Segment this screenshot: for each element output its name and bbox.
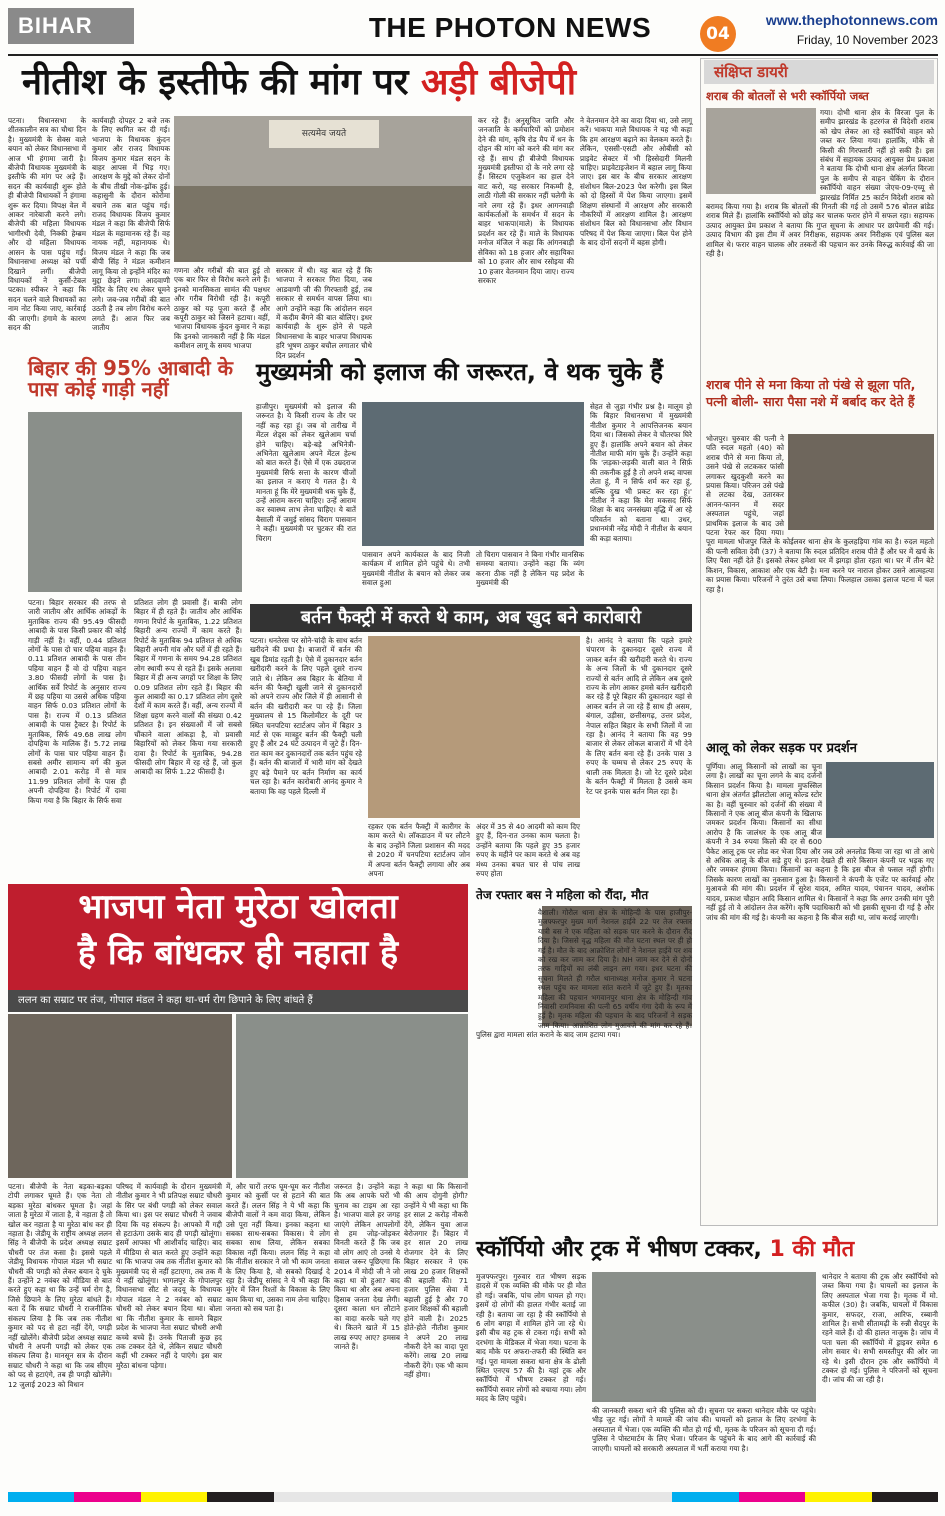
story6-float-gap (476, 908, 538, 1026)
utensils-photo (368, 636, 580, 818)
story7-col2: की जानकारी सकरा थाने की पुलिस को दी। सूचना पर सकरा थानेदार मौके पर पहुंचे। भीड़ जुट गई। लोगों ने मामले की जांच की। घायलों को इलाज के लिए दरभंगा के अस्पताल में भेजा। एक व्यक्ति की मौत हो गई थी, मृतक के परिजन को सूचना दी गई। पुलिस ने पोस्टमार्टम के लिए भेजा। परिजन के पहुंचने के बाद आगे की कार्रवाई की जाएगी। घायलों को सरकारी अस्पताल में भर्ती कराया गया है। (592, 1406, 816, 1453)
chirag-photo (362, 402, 584, 546)
story1-headline-black: नीतीश के इस्तीफे की मांग पर (22, 62, 409, 103)
brief3-float-gap (822, 762, 934, 838)
cyan-swatch (8, 1492, 74, 1502)
story3-col1: हाजीपुर। मुख्यमंत्री को इलाज की जरूरत है। ये किसी राज्य के तौर पर नहीं कह रहा हूं। जब वो तारीख में मेंटल शेड्स को लेकर खुलेआम चर्चा होने चाहिए। बड़े-बड़े अभिनेत्री-अभिनेता खुलेआम अपने मेंटल हेल्थ को बात करते हैं। ऐसे में एक उम्रदराज मुख्यमंत्री सिर्फ सत्ता के कारण चीजों का इलाज न कराए ये गलत है। ये मानता हूं कि मेरे मुख्यमंत्री थक चुके हैं, उन्हें आराम करना चाहिए। उन्हें आराम कर स्वास्थ्य लाभ लेना चाहिए। ये बातें बैसाली में जमुई सांसद चिराग पासवान ने कही। मुख्यमंत्री पर चुटकर की रात चिराग (256, 402, 356, 543)
story5-col1: पटना। बीजेपी के नेता बड़का-बड़का टोपी लगाकर घूमते हैं। एक नेता तो बड़का मुरेठा बांधकर घूमता है। जहां जाता है मुरेठा में जाता है, वे नहाता है तो खोल कर नहाता है या मुरेठा बांध कर ही नहाता है। जेडीयू के राष्ट्रीय अध्यक्ष ललन सिंह ने बीजेपी के प्रदेश अध्यक्ष सम्राट चौधरी पर तंज कसा है। इससे पहले जेडीयू विधायक गोपाल मंडल भी सम्राट चौधरी की पगड़ी को लेकर बयान दे चुके हैं। उन्होंने 2 नवंबर को मीडिया से बात करते हुए कहा था कि उन्हें चर्म रोग है, जिसे छिपाने के लिए मुरेठा बांधते हैं। बता दें कि सम्राट चौधरी ने राजनीतिक संकल्प लिया है कि जब तक नीतीश कुमार को पद से हटा नहीं देंगे, पगड़ी नहीं खोलेंगे। बीजेपी प्रदेश अध्यक्ष सम्राट चौधरी ने अपनी पगड़ी को लेकर एक संकल्प लिया है। मानसून सत्र के दौरान सम्राट चौधरी ने कहा था कि जब सीएम को पद से हटाएंगे, तब ही पगड़ी खोलेंगे। 12 जुलाई 2023 को विधान (8, 1182, 112, 1389)
brief1-float-gap (706, 108, 820, 194)
story1-col1: पटना। विधानसभा के शीतकालीन सत्र का चौथा दिन है। मुख्यमंत्री के सेक्स वाले बयान को लेकर विधानसभा में आज भी हंगामा जारी है। बीजेपी विधायक मुख्यमंत्री के इस्तीफे की मांग पर अड़े हैं। सदन की कार्यवाही शुरू होते ही बीजेपी विधायकों ने हंगामा शुरू कर दिया। विपक्ष वेल में आकर नारेबाजी करने लगे। बीजेपी की महिला विधायक भागीरथी देवी, निक्की हेम्ब्रम और दो महिला विधायक आसन के पास पहुंच गईं। विधानसभा अध्यक्ष को पर्ची दिखाने लगीं। बीजेपी विधायकों ने कुर्सी-टेबल पटका। स्पीकर ने कहा कि सदन चलने वाले विधायकों का नाम नोट किया जाए, कार्रवाई की जाएगी। हंगामे के कारण सदन की (8, 116, 86, 332)
page-number-badge: 04 (700, 16, 736, 52)
assembly-sign: सत्यमेव जयते (269, 120, 379, 148)
brief1-text (706, 108, 934, 374)
black-swatch (207, 1492, 273, 1502)
story6-text: वैशाली। गोरौल थाना क्षेत्र के मोहिन्दी के पास हाजीपुर-मुजफ्फरपुर मुख्य मार्ग नेशनल हाईवे 22 पर तेज रफ्तार यात्री बस ने एक महिला को सड़क पार करने के दौरान रौंद दिया है। जिससे वृद्ध महिला की मौत घटना स्थल पर ही हो गई है। मौत के बाद आक्रोशित लोगों ने नेशनल हाईवे पर शव को रख कर जाम कर दिया है। NH जाम कर देने से दोनों तरफ गाड़ियों का लंबी लाइन लग गया। इधर घटना की सूचना मिलते ही गरौल थानाध्यक्ष मनोज कुमार ने घटना स्थल पहुंच कर मामला सांत कराने में जुटे हुए हैं। मृतका महिला की पहचान भगवानपुर थाना क्षेत्र के मोहिन्दी गांव निवासी रामनिवास की पत्नी 65 वर्षीय गंगा देवी के रूप में हुई है। मृतक महिला की पहचान के बाद परिजनों ने सड़क जाम किया। आक्रोशित लोग मुआवजे की मांग कर रहे हैं। पुलिस द्वारा मामला सांत कराने के बाद जाम हटाया गया। (476, 908, 692, 1040)
crowd-shape (174, 186, 472, 262)
story7-headline-black: स्कॉर्पियो और ट्रक में भीषण टक्कर, (476, 1237, 762, 1262)
story6-col1 (476, 908, 692, 1226)
story5-col3: में, और चारों तरफ घूम-घूम कर नीतीश कुमार को कुर्सी पर से हटाने की बात करते हैं। ललन सिंह ने ये भी कहा कि बीजेपी वालों ने कम वादा किया, लेकिन उसे पूरा नहीं किया। इनका कहना था सबका साथ-सबका विकास। ये लोग सबका साथ लिया, लेकिन सबका विकास नहीं किया। ललन सिंह ने कहा कि नीतीश सरकार ने जो भी काम जनता के लिए किया है, वो सबको दिखाई दे रहा है। जेडीयू सांसद ने ये भी कहा कि मुंगेर में जिन रिश्तों के विकास के लिए काम किया था, उसका नाम लेना चाहिए। जनता को सब पता है। (226, 1182, 330, 1314)
story5-headline-line2: है कि बांधकर ही नहाता है (77, 933, 399, 973)
story4-col4: है। आनंद ने बताया कि पहले हमारे चंपारण के दुकानदार दूसरे राज्य में जाकर बर्तन की खरीदारी करते थे। राज्य के अन्य जिलों के भी दुकानदार दूसरे राज्यों से बर्तन आदि ले लेकिन अब दूसरे राज्य के लोग आकर हमसे बर्तन खरीदारी कर रहे हैं पूरे बिहार की दुकानदार यहां से आकर बर्तन ले जा रहे हैं साथ ही असम, बंगाल, उड़ीसा, छत्तीसगढ़, उत्तर प्रदेश, नेपाल सहित बिहार के सभी जिलों में जा रहा है। आनंद ने बताया कि वह 99 बाजार से लेकर लोकल बाजारों में भी देने के लिए बर्तन बना रहे हैं। उनके पास 3 रुपए के चम्मच से लेकर 25 रुपए के थाली तक मिलता है। जो रेट दूसरे प्रदेश के बर्तन फैक्ट्री में मिलता है उससे कम रेट पर इनके पास बर्तन मिल रहा है। (586, 636, 692, 796)
website-url[interactable]: www.thephotonnews.com (765, 12, 938, 28)
story2-col1: पटना। बिहार सरकार की तरफ से जारी जातीय और आर्थिक आंकड़ों के मुताबिक राज्य की 95.49 फीसदी आबादी के पास किसी प्रकार की कोई गाड़ी नहीं है। वहीं, 0.44 प्रतिशत लोगों के पास दो चार पहिया वाहन हैं। 0.11 प्रतिशत आबादी के पास तीन पहिया वाहन हैं वो दो पहिया वाहन 3.80 फीसदी लोगों के पास है। आर्थिक सर्वे रिपोर्ट के अनुसार राज्य में छह पहिया या उससे अधिक पहिया वाहन सिर्फ 0.03 प्रतिशत लोगों के पास है। राज्य में 0.13 प्रतिशत आबादी के पास ट्रैक्टर है। रिपोर्ट के मुताबिक, सिर्फ 49.68 लाख लोग दोपहिया के मालिक हैं। 5.72 लाख लोगों के पास चार पहिया वाहन हैं। सबसे अमीर सामान्य वर्ग की कुल आबादी 2.01 करोड़ में से मात्र 11.99 प्रतिशत लोगों के पास ही अपनी दोपहिया है। रिपोर्ट में दावा किया गया है कि बिहार के सिर्फ सवा (28, 598, 126, 805)
story7-headline-red: 1 की मौत (769, 1237, 855, 1262)
brief2-headline: शराब पीने से मना किया तो पंखे से झूला पति, पत्नी बोली- सारा पैसा नशे में बर्बाद कर देते हैं (706, 377, 916, 409)
brief2-text (706, 434, 934, 736)
print-color-bar (8, 1492, 938, 1504)
story7-headline (476, 1232, 938, 1268)
header-rule (8, 54, 938, 56)
issue-date: Friday, 10 November 2023 (796, 33, 938, 47)
story4-col2: रहकर एक बर्तन फैक्ट्री में कारीगर के काम करते थे। लॉकडाउन में घर लौटने के बाद उन्होंने जिला प्रशासन की मदद से 2020 में चनपटिया स्टार्टअप जोन में अपना बर्तन फैक्ट्री लगाया और अब अपना (368, 822, 470, 879)
section-label: BIHAR (8, 8, 134, 44)
story1-headline-red: अड़ी बीजेपी (421, 62, 577, 103)
story3-col4: सेहत से जुड़ा गंभीर प्रश्न है। मालूम हो कि बिहार विधानसभा में मुख्यमंत्री नीतीश कुमार ने आपत्तिजनक बयान दिया था। जिसको लेकर वे चौतरफा घिरे हुए हैं। हालांकि अपने बयान को लेकर नीतीश माफी मांग चुके हैं। उन्होंने कहा कि 'लड़का-लड़की वाली बात ने सिर्फ़ की तकनीक हुई है तो अपने शब्द वापस लेता हूं, मैं न सिर्फ शर्म कर रहा हूं, बल्कि दुख भी प्रकट कर रहा हूं।' नीतीश ने कहा कि मेरा मकसद सिर्फ शिक्षा के बाद जनसंख्या वृद्धि में आ रहे परिवर्तन को बताना था। उधर, प्रधानमंत्री नरेंद्र मोदी ने नीतीश के बयान की कड़ा बताया। (590, 402, 692, 543)
story1-col6: ने वेतनमान देने का वादा दिया था, उसे लागू करें। भाकपा माले विधायक ने यह भी कहा कि हम आरक्षण बढ़ाने का वेलकम करते हैं। लेकिन, एससी-एसटी और ओबीसी को प्राइवेट सेक्टर में भी हिस्सेदारी मिलनी चाहिए। प्राइवेटाइजेशन में बहाल लागू किया जाए। इस बार के बीच सरकार आरक्षण संशोधन बिल-2023 पेश करेगी। इस बिल को दो हिस्सों में पेश किया जाएगा। इसमें शिक्षण संस्थानों में आरक्षण और सरकारी नौकरियों में आरक्षण शामिल है। आरक्षण संशोधन बिल को विधानसभा और विधान परिषद में पेश किया जाएगा। बिल पेश होने के बाद दोनों सदनों में बहस होगी। (580, 116, 692, 248)
magenta-swatch (74, 1492, 140, 1502)
story5-col4: जरूरत है। उन्होंने कहा कि अब आपके घरों भी चुनाव का टाइम आ रहा है। भाजपा वाले हर जगह जाएंगे लेकिन आपलोगों से हम जोड़-जोड़कर विनती करते हैं कि जब वो लोग आएं तो उनसे ये सवाल जरूर पूछिएगा कि 2014 में मोदी जी ने जो कहा था वो हुआ? बाद किया था और अब अपना हिसाब जनता देख लेगी। दूसरा काला धन लौटाने का वादा करके चले गए थे। कितने खाते में 15 लाख रुपए आए? हमसब जानते हैं। (334, 1182, 400, 1351)
story5-headline-line1: भाजपा नेता मुरेठा खोलता (78, 887, 398, 927)
brief3-body: पूर्णिया। आलू किसानों को लाखों का चूना लगा है। लाखों का चूना लगने के बाद दर्जनों किसान प्रदर्शन किया है। मामला मुफस्सिल थाना क्षेत्र अंतर्गत झीलटोला आलू कोल्ड स्टोर का है। वहीं चुरुवार को दर्जनों की संख्या में किसानों ने एक आलू बीज कंपनी के खिलाफ जमकर प्रदर्शन किया। किसानों का सीधा आरोप है कि जालंधर के एक आलू बीज कंपनी ने 34 रुपया किलो की दर से 600 पैकेट आलू ट्रक पर लोड कर भेजा दिया और जब उसे अनलोड किया जा रहा था तो आधे से अधिक आलू के बीज सड़े हुए थे। इतना देखते ही सारे किसान कंपनी पर भड़क गए और जमकर हंगामा किया। किसानों का कहना है कि इस बीज से फसल नहीं होगी। जिसके कारण लाखों का नुकसान हुआ है। किसानों ने कंपनी के एजेंट पर कार्रवाई और मुआवजे की मांग की। प्रदर्शन में सुरेश यादव, अमित यादव, पंचानन यादव, अशोक यादव, प्रकाश चौहान आदि किसान शामिल थे। किसानों ने कहा कि अगर उनकी मांग पूरी नहीं हुई तो वे आंदोलन तेज करेंगे। कृषि पदाधिकारी को भी इसकी सूचना दी गई है और जांच की मांग की गई है। कंपनी का कहना है कि बीज सही था, जांच कराई जाएगी। (706, 762, 934, 922)
story2-headline: बिहार की 95% आबादी के पास कोई गाड़ी नहीं (28, 356, 234, 401)
brief1-body: गया। दोभी थाना क्षेत्र के विरजा पुल के समीप झारखंड के हटरगंज से विदेशी शराब को खेप लेकर आ रहे स्कॉर्पियो वाहन को जब्त कर लिया गया। हालांकि, मौके से किसी की गिरफ्तारी नहीं हो सकी है। इस संबंध में सहायक उत्पाद आयुक्त प्रेम प्रकाश ने बताया कि दोभी थाना क्षेत्र अंतर्गत विरजा पुल के समीप से वाहन चेकिंग के दौरान स्कॉर्पियो वाहन संख्या जेएच-09-एच्यू से झारखंड निर्मित 25 कार्टन विदेशी शराब को बरामद किया गया है। शराब कि बोतलों की गिनती की गई तो उसमें 576 बोतल ब्रांडेड शराब मिले हैं। हालांकि स्कॉर्पियो को छोड़ कर चालक फरार होने में सफल रहा। सहायक उत्पाद आयुक्त प्रेम प्रकाश ने बताया कि गुप्त सूचना के आधार पर छापेमारी की गई। उत्पाद विभाग की इस टीम में अवर निरीक्षक, सहायक अवर निरीक्षक एवं पुलिस बल शामिल थे। फरार वाहन चालक और तस्करों की पहचान कर उनके विरुद्ध कार्रवाई की जा रही है। (706, 108, 934, 259)
story5-headline-band (8, 884, 468, 990)
brief3-text (706, 762, 934, 1222)
story3-headline: मुख्यमंत्री को इलाज की जरूरत, वे थक चुके हैं (256, 358, 663, 386)
story2-col2: प्रतिशत लोग ही प्रवासी हैं। बाकी लोग बिहार में ही रहते हैं। जातीय और आर्थिक गणना रिपोर्ट के मुताबिक, 1.22 प्रतिशत बिहारी अन्य राज्यों में काम करते हैं। रिपोर्ट के मुताबिक 94 प्रतिशत से अधिक बिहारी अपनी गांव और घरों में ही रहते हैं। बिहार में गणना के समय 94.28 प्रतिशत लोग स्थायी रूप से रहते हैं। इसके अलावा बिहार में ही अन्य जगहों पर शिक्षा के लिए 0.09 प्रतिशत लोग रहते हैं। बिहार की कुल आबादी का 0.17 प्रतिशत लोग दूसरे देशों में काम करते हैं। वहीं, अन्य राज्यों में शिक्षा ग्रहण करने वालों की संख्या 0.42 प्रतिशत है। इन संख्याओं में जो सबसे चौंकाने वाला आंकड़ा है, वो प्रवासी बिहारियों को लेकर किया गया सरकारी दावा है। रिपोर्ट के मुताबिक, 94.28 फीसदी लोग बिहार में रह रहे हैं, जो कुल आबादी का सिर्फ 1.22 फीसदी है। (134, 598, 242, 777)
truck-accident-photo (592, 1272, 816, 1402)
story1-headline (22, 58, 697, 108)
story1-col3: गणना और गरीबों की बात हुई तो एक बार फिर से विरोध करने लगे हैं। इनको मानसिकता सामंत की पक्षधर और गरीब विरोधी रही है। कपूरी ठाकुर को यह पूजा करते हैं और कपूरी ठाकुर को जिसने हटाया। वहीं, भाजपा विधायक कुंदन कुमार ने कहा कि इनको जानकारी नहीं है कि मंडल कमीशन लागू के समय भाजपा (174, 266, 270, 351)
story5-col2: परिषद में कार्यवाही के दौरान मुख्यमंत्री नीतीश कुमार ने भी प्रतिपक्ष सम्राट चौधरी के सिर पर बंधी पगड़ी को लेकर सवाल किया था। इस पर सम्राट चौधरी ने जवाब दिया कि यह संकल्प है। आपको मैं गद्दी से हटाऊंगा उसके बाद ही पगड़ी खोलूंगा। इसमें आपका भी आशीर्वाद चाहिए। बाद में मीडिया से बात करते हुए उन्होंने कहा था कि भाजपा जब तक नीतीश कुमार को मुख्यमंत्री पद से नहीं हटाएगा, तब तक मैं ये नहीं खोलूंगा। भागलपुर के गोपालपुर विधानसभा सीट से जदयू के विधायक गोपाल मंडल ने 2 नवंबर को सम्राट चौधरी को लेकर बयान दिया था। बोला था कि नीतीश कुमार के सामने बिहार प्रदेश के भाजपा नेता सम्राट चौधरी अभी कच्चे बच्चे हैं। उनके पिताजी कुछ हद तक टक्कर देते थे, लेकिन सम्राट चौधरी कहीं भी टक्कर नहीं दे पाएंगे। इस बार मुरैठा बांधना पड़ेगा। (116, 1182, 222, 1370)
assembly-photo (174, 116, 472, 262)
story4-col1: पटना। धनतेरस पर सोने-चांदी के साथ बर्तन खरीदने की प्रथा है। बाजारों में बर्तन की खूब डिमांड रहती है। ऐसे में दुकानदार बर्तन खरीदारी करने के लिए पहले दूसरे राज्य जाते थे। लेकिन अब बिहार के बेतिया में बर्तन की फैक्ट्री खुली जाने से दुकानदारों को अपने राज्य और जिले में ही आसानी से बर्तन की खरीदारी कर पा रहे हैं। जिला मुख्यालय से 15 किलोमीटर के दूरी पर स्थित चनपटिया स्टार्टअप जोन में बिहार 3 मार्ट से एक मात्रहुर बर्तन की फैक्ट्री चली हुए हैं और 24 घंटे उत्पादन में जुटे हैं। दिन-रात काम कर दुकानदारों तक बर्तन पहुंच रहे हैं। बर्तन की बाजारों में भारी मांग को देखते हुए बड़े पैमाने पर बर्तन निर्माण का कार्य चल रहा है। बर्तन कारोबारी आनंद कुमार ने बताया कि वह पहले दिल्ली में (250, 636, 362, 796)
yellow-swatch (141, 1492, 207, 1502)
story1-col2: कार्यवाही दोपहर 2 बजे तक के लिए स्थगित कर दी गई। भाजपा के विधायक कुंदन कुमार और राजद विधायक विजय कुमार मंडल सदन के बाहर आपस में भिड़ गए। आरक्षण के मुद्दे को लेकर दोनों के बीच तीखी नोक-झोंक हुई। कहासुनी के दौरान कोरोमा बचाने तक बात पहुंच गई। राजद विधायक विजय कुमार मंडल ने कहा कि बीजेपी सिर्फ मंडल के महामानक रहे हैं। वह नायक नहीं, महानायक थे। विजय मंडल ने कहा कि जब बीपी सिंह ने मंडल कमीशन लागू किया तो इन्होंने मंदिर का मुद्दा छेड़ने लगा। आदवाणी मंदिर के लिए रथ लेकर घूमने लगे। जब-जब गरीबों की बात उठती है तब लोग विरोध करने लगते हैं। आज फिर जब जातीय (92, 116, 170, 332)
story6-headline: तेज रफ्तार बस ने महिला को रौंदा, मौत (476, 888, 649, 902)
story3-col3: तो चिराग पासवान ने बिना गंभीर मानसिक समस्या बताया। उन्होंने कहा कि व्यंग करना ठीक नहीं है लेकिन यह प्रदेश के मुख्यमंत्री की (476, 550, 584, 588)
spacer-swatch (274, 1492, 673, 1502)
black-swatch-2 (872, 1492, 938, 1502)
lalan-photo (8, 1014, 232, 1178)
yellow-swatch-2 (805, 1492, 871, 1502)
cyan-swatch-2 (672, 1492, 738, 1502)
brief2-body: भोजपुर। चुरुवार की पत्नी ने पति रुदल महतो (40) को शराब पीने से मना किया तो, उसने पंखे से लटककर फांसी लगाकर खुदकुशी करने का प्रयास किया। परिजन उसे पंखे से लटका देख, उतारकर आनन-फानन में सदर अस्पताल पहुंचे, जहां प्राथमिक इलाज के बाद उसे पटना रेफर कर दिया गया। पूरा मामला भोजपुर जिले के कोईलवर थाना क्षेत्र के कुलहड़िया गांव का है। रुदल महतो की पत्नी सविता देवी (37) ने बताया कि रुदल प्रतिदिन शराब पीते हैं और घर में खर्च के लिए पैसा नहीं देते हैं। इसको लेकर हमेशा घर में झगड़ा होता रहता था। घर में तीन बेटे किशन, विकास, आकाश और एक बेटी है। मना करने पर नाराज होकर उसने आत्महत्या का प्रयास किया। परिजनों ने तुरंत उसे बचा लिया। फिलहाल उसका इलाज पटना में चल रहा है। (706, 434, 934, 594)
story4-headline: बर्तन फैक्ट्री में करते थे काम, अब खुद बने कारोबारी (250, 604, 692, 632)
brief3-headline: आलू को लेकर सड़क पर प्रदर्शन (706, 741, 857, 756)
story1-col5: कर रहे हैं। अनुसूचित जाति और जनजाति के कर्मचारियों को प्रमोशन देने की मांग, कृषि रोड मैप में धन के दोहन की मांग को करने की मांग कर रहे हैं। साथ ही बीजेपी विधायक मुख्यमंत्री इस्तीफा दो के नारे लगा रहे हैं। सिस्टम एजुकेशन का हाल देने वाट करो, यह सरकार निकम्मी है, लाठी गोली की सरकार नहीं चलेगी के नारे लगा रहे हैं। इधर आगनवाड़ी कार्यकर्ताओं के समर्थन में सदन के बाहर भाकपा(माले) के विधायक प्रदर्शन कर रहे हैं। माले के विधायक मनोज मंजिल ने कहा कि आंगनबाड़ी सेविका को 18 हजार और सहायिका को 10 हजार और साथ रसोइया की 10 हजार वेतनमान दिया जाए। राज्य सरकार (478, 116, 574, 285)
story5-col5: ने कहा था कि किसानों की आय दोगुनी होगी? उन्होंने ये भी कहा था कि हर साल 2 करोड़ नौकरी देंगे, लेकिन युवा आज बेरोजगार हैं। बिहार में हर साल 20 लाख रोजगार देने के लिए बिहार सरकार ने एक लाख 20 हजार शिक्षकों की बहाली की। 71 हजार पुलिस सेवा में बहाली हुई है और 70 हजार शिक्षकों की बहाली होने वाली है। 2025 होते-होते नीतीश कुमार ने अपने 20 लाख नौकरी देने का वादा पूरा करेंगे। लाख 20 लाख नौकरी देंगे। एक भी काम नहीं होगा। (404, 1182, 468, 1380)
newspaper-logo: THE PHOTON NEWS (368, 12, 652, 43)
leaders-photo (28, 412, 242, 592)
samrat-photo (236, 1014, 468, 1178)
story4-col3: अंदर में 35 से 40 आदमी को काम दिए हुए हैं, दिन-रात उनका काम चलता है। उन्होंने बताया कि पहले हुए 35 हजार रुपए के महीने पर काम करते थे अब वह मंथ्य उनका बचत चार से पांच लाख रुपए होता (476, 822, 581, 879)
brief1-headline: शराब की बोतलों से भरी स्कॉर्पियो जब्त (706, 89, 869, 103)
story1-col4: सरकार में थी। यह बात रहे हैं कि भाजपा ने सरकार गिरा दिया, जब आडवाणी जी की गिरफ्तारी हुई, तब सरकार से समर्थन वापस लिया था। आगे उन्होंने कहा कि आंदोलन सदन में कदीम बैंगने की बात बोलिए। इधर कार्यवाही के शुरू होने से पहले विधानसभा के बाहर भाजपा विधायक हरि भूषण ठाकुर बचौल लगातार चौथे दिन प्रदर्शन (276, 266, 372, 360)
story3-col2: पासवान अपने कार्यकाल के बाद निजी कार्यक्रम में शामिल होने पहुंचे थे। तभी मुख्यमंत्री नीतीश के बयान को लेकर जब सवाल हुआ (362, 550, 470, 588)
brief2-float-gap (784, 434, 934, 530)
story7-col3: थानेदार ने बताया की ट्रक और स्कॉर्पियो को जब्त किया गया है। घायलों का इलाज के लिए अस्पताल भेजा गया है। मृतक में मो. कफील (30) है। जबकि, घायलों में विकास कुमार, सफदर, राजा, आरिफ, रब्बानी शामिल है। सभी सीतामढ़ी के रुन्नी सैदपुर के रहने वाले हैं। दो की हालत नाजुक है। जांच में पता चला की स्कॉर्पियो में ड्राइवर समेत 6 लोग सवार थे। सभी समस्तीपुर की ओर जा रहे थे। इसी दौरान ट्रक और स्कॉर्पियो में टक्कर हो गई। पुलिस ने परिजनों को सूचना दी। जांच की जा रही है। (822, 1272, 938, 1385)
story7-col1: मुजफ्फरपुर। गुरुवार रात भीषण सड़क हादसे में एक व्यक्ति की मौके पर ही मौत हो गई। जबकि, पांच लोग घायल हो गए। इसमें दो लोगों की हालत गंभीर बताई जा रही है। बताया जा रहा है की स्कॉर्पियो से 6 लोग बगहा में शामिल होने जा रहे थे। इसी बीच वह ट्रक से टकरा गई। सभी को दरभंगा के मेडिकल में भेजा गया। घटना के बाद मौके पर अफरा-तफरी की स्थिति बन गई। पूरा मामला सकरा थाना क्षेत्र के ढोली स्थित एनएच 57 की है। यहां ट्रक और स्कॉर्पियो में भीषण टक्कर हो गई। स्कॉर्पियो सवार लोगों को बचाया गया। लोग मदद के लिए पहुंचे। (476, 1272, 586, 1404)
magenta-swatch-2 (739, 1492, 805, 1502)
story5-subhead: ललन का सम्राट पर तंज, गोपाल मंडल ने कहा था-चर्म रोग छिपाने के लिए बांधते हैं (8, 990, 468, 1012)
sidebar-title: संक्षिप्त डायरी (704, 60, 934, 84)
